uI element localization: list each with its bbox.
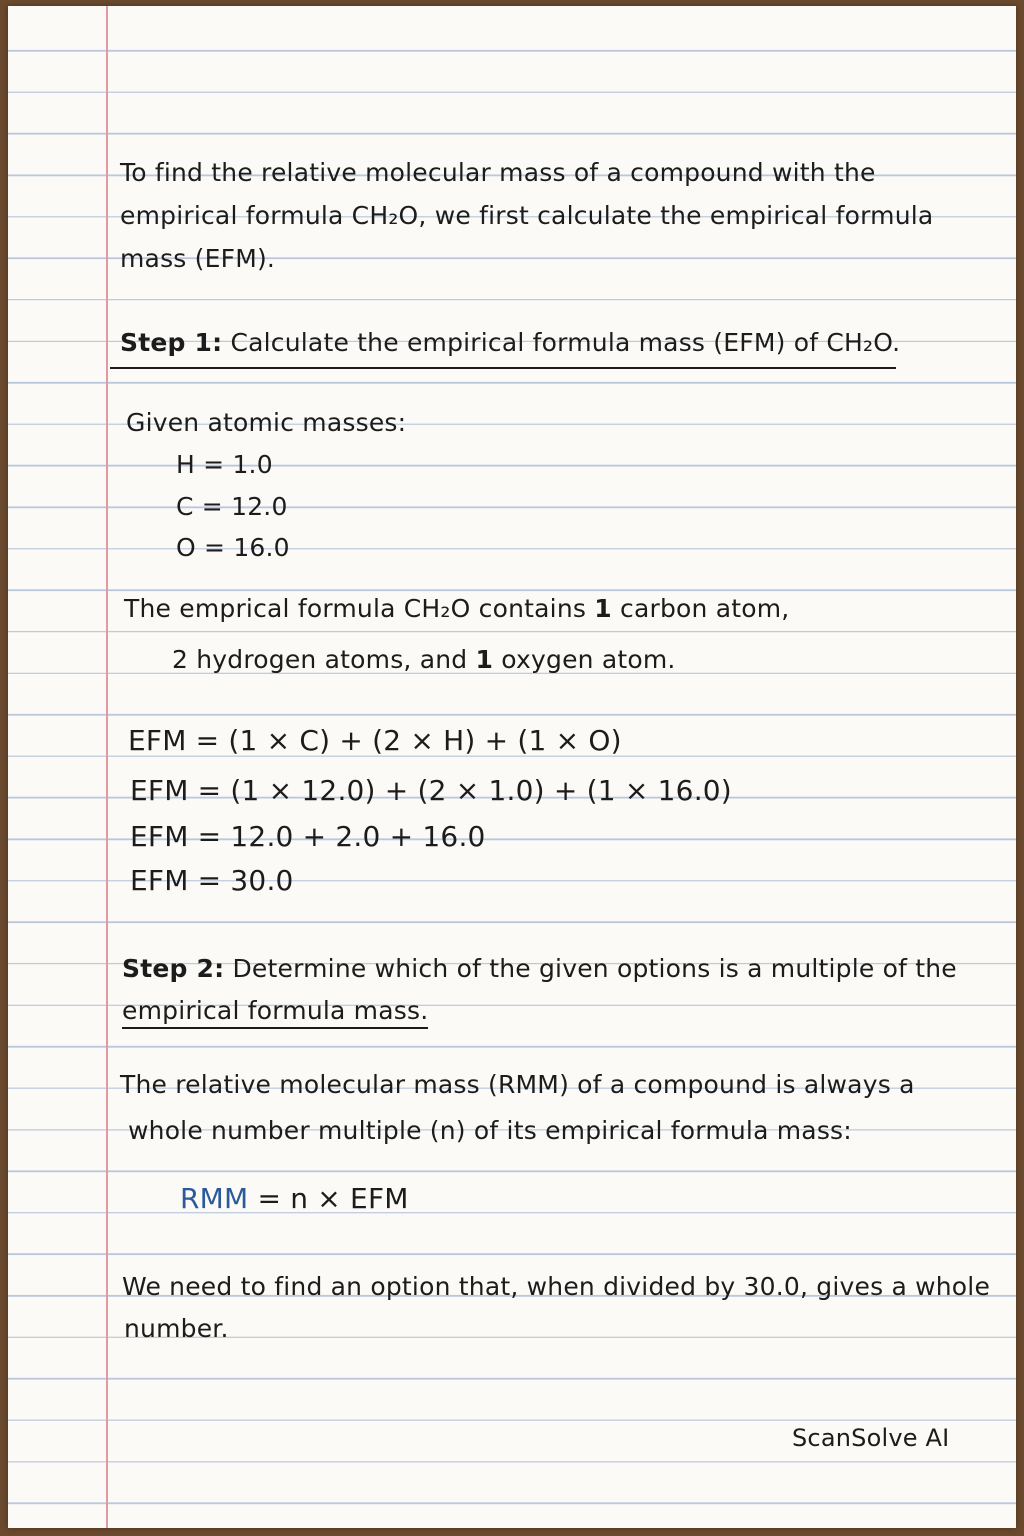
step1-underline xyxy=(110,367,896,369)
carbon-count: 1 xyxy=(594,594,612,623)
notebook-page xyxy=(8,6,1016,1528)
rmm-formula-rest: = n × EFM xyxy=(257,1182,409,1215)
step2-heading xyxy=(122,954,957,983)
composition-line-1-b: carbon atom, xyxy=(620,594,790,623)
composition-line-2-a: 2 hydrogen atoms, and xyxy=(172,645,468,674)
step1-text: Calculate the empirical formula mass (EFM) of CH₂O. xyxy=(230,328,901,357)
step2-line-2 xyxy=(122,996,428,1025)
rmm-symbol: RMM xyxy=(180,1182,249,1215)
step2-text-1: Determine which of the given options is a multiple of the xyxy=(232,954,957,983)
step2-text-2: empirical formula mass. xyxy=(122,996,428,1029)
mass-carbon: C = 12.0 xyxy=(176,492,288,521)
efm-equation-1: EFM = (1 × C) + (2 × H) + (1 × O) xyxy=(128,724,622,757)
efm-equation-3: EFM = 12.0 + 2.0 + 16.0 xyxy=(130,820,486,853)
step2-label: Step 2: xyxy=(122,954,225,983)
rmm-line-1: The relative molecular mass (RMM) of a compound is always a xyxy=(120,1070,915,1099)
oxygen-count: 1 xyxy=(475,645,494,674)
conclusion-line-1: We need to find an option that, when divided by 30.0, gives a whole xyxy=(122,1272,991,1301)
margin-line xyxy=(106,6,108,1528)
masses-heading: Given atomic masses: xyxy=(126,408,407,437)
intro-line-1: To find the relative molecular mass of a compound with the xyxy=(120,158,876,187)
conclusion-line-2: number. xyxy=(124,1314,229,1343)
composition-line-2-b: oxygen atom. xyxy=(501,645,676,674)
efm-equation-4: EFM = 30.0 xyxy=(130,864,294,897)
rmm-line-2: whole number multiple (n) of its empirical formula mass: xyxy=(128,1116,852,1145)
mass-hydrogen: H = 1.0 xyxy=(176,450,273,479)
intro-line-3: mass (EFM). xyxy=(120,244,276,273)
scansolve-signature: ScanSolve AI xyxy=(792,1424,950,1452)
composition-line-1 xyxy=(124,594,789,623)
composition-line-2 xyxy=(172,645,676,674)
step1-label: Step 1: xyxy=(120,328,223,357)
step1-heading xyxy=(120,328,900,357)
rmm-formula xyxy=(180,1182,409,1215)
efm-equation-2: EFM = (1 × 12.0) + (2 × 1.0) + (1 × 16.0) xyxy=(130,774,732,807)
composition-line-1-a: The emprical formula CH₂O contains xyxy=(124,594,587,623)
intro-line-2: empirical formula CH₂O, we first calculate the empirical formula xyxy=(120,201,934,230)
mass-oxygen: O = 16.0 xyxy=(176,533,290,562)
